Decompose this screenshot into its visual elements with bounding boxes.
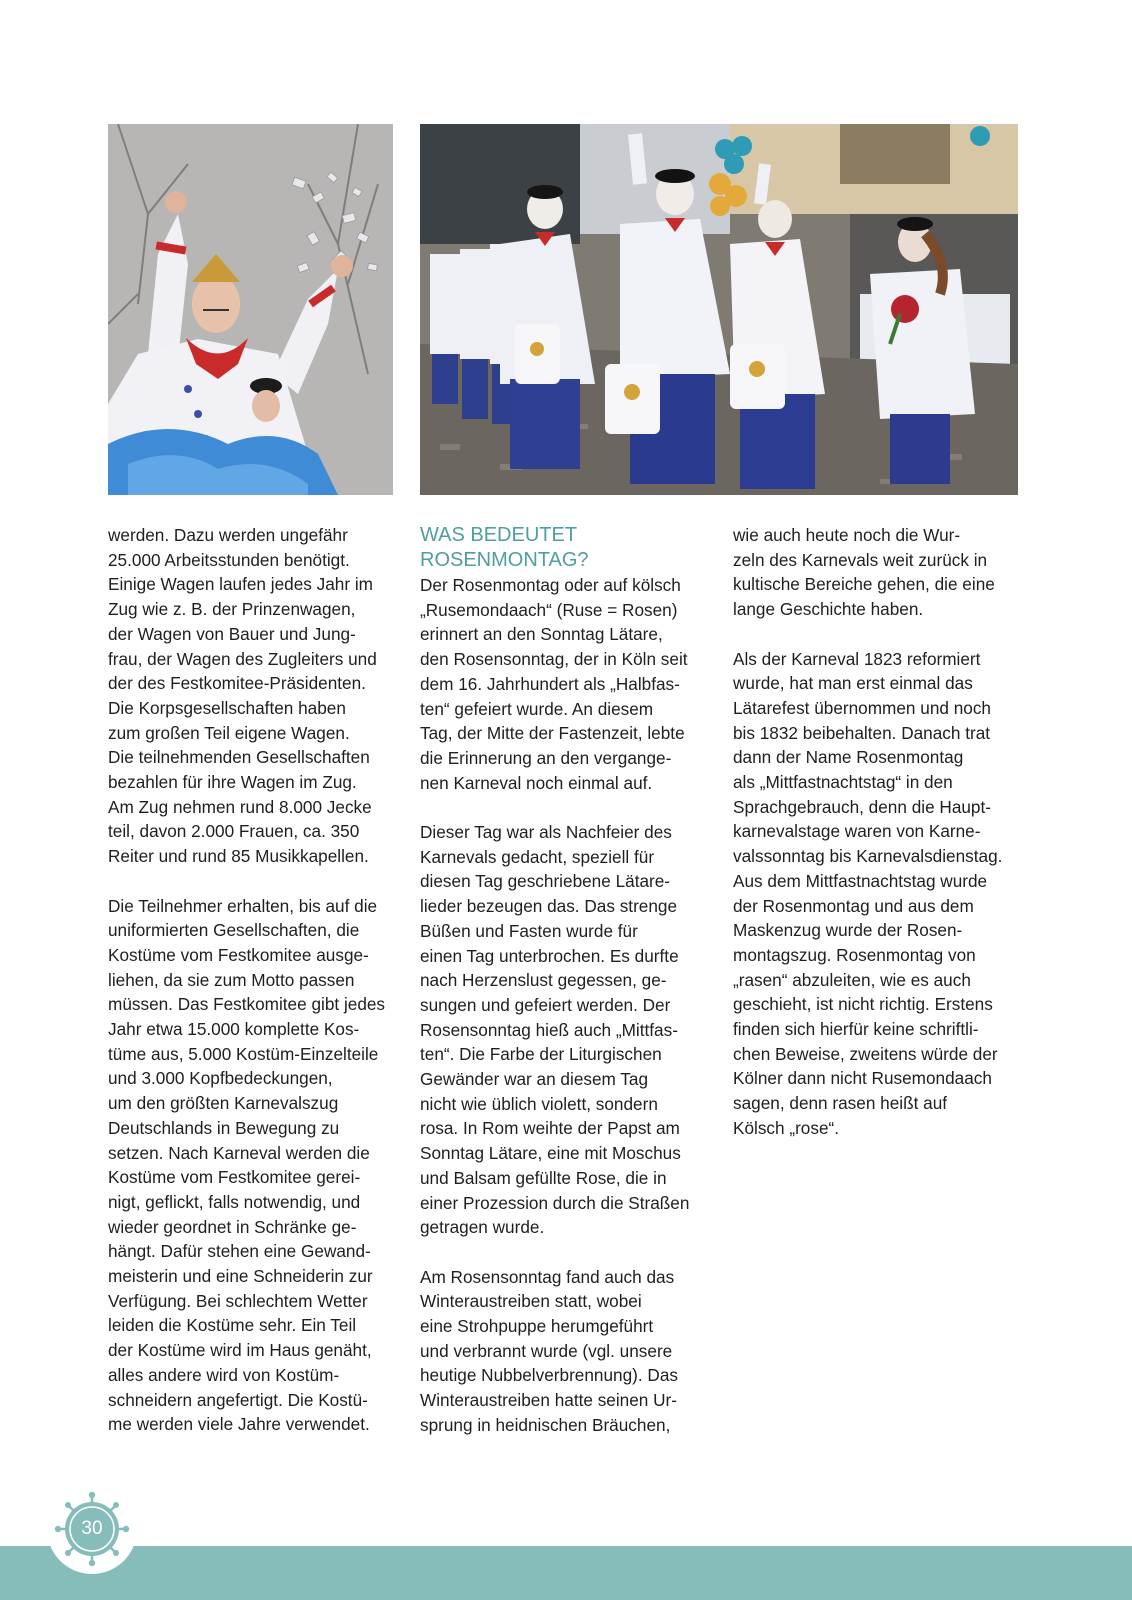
footer-band	[0, 1546, 1132, 1600]
text-column-2	[420, 523, 716, 1438]
paragraph: Als der Karneval 1823 reformiert wurde, hat man erst einmal das Lätarefest übernommen und noch bis 1832 beibehalten. Danach trat dann der Name Rosenmontag als „Mittfastnachtstag“ in den Sprachgebrauch, denn die Haupt- karnevalstage waren von Karne- valssonntag bis Karnevalsdienstag. Aus dem Mittfastnachtstag wurde der Rosenmontag und aus dem Maskenzug wurde der Rosen- montagszug. Rosenmontag von „rasen“ abzuleiten, wie es auch geschieht, ist nicht richtig. Erstens finden sich hierfür keine schriftli- chen Beweise, zweitens würde der Kölner dann nicht Rusemondaach sagen, denn rasen heißt auf Kölsch „rose“.	[733, 648, 1003, 1138]
paragraph: wie auch heute noch die Wur- zeln des Karnevals weit zurück in kultische Bereiche gehen, die eine lange Geschichte haben.	[733, 525, 995, 620]
section-heading: WAS BEDEUTET ROSENMONTAG?	[420, 524, 589, 571]
photo-carnival-man-throwing-confetti	[108, 124, 393, 495]
page-number-badge	[47, 1484, 137, 1574]
photo-carnival-clowns-parade	[420, 124, 1018, 495]
paragraph: Der Rosenmontag oder auf kölsch „Rusemondaach“ (Ruse = Rosen) erinnert an den Sonntag Lätare, den Rosensonntag, der in Köln seit dem 16. Jahrhundert als „Halbfas- ten“ gefeiert wurde. An diesem Tag, der Mitte der Fastenzeit, lebte die Erinnerung an den vergange- nen Karneval noch einmal auf.	[420, 575, 688, 793]
text-column-1	[108, 523, 398, 1437]
paragraph: werden. Dazu werden ungefähr 25.000 Arbeitsstunden benötigt. Einige Wagen laufen jedes Jahr im Zug wie z. B. der Prinzenwagen, der Wagen von Bauer und Jung- frau, der Wagen des Zugleiters und der des Festkomitee-Präsidenten. Die Korpsgesellschaften haben zum großen Teil eigene Wagen. Die teilnehmenden Gesellschaften bezahlen für ihre Wagen im Zug. Am Zug nehmen rund 8.000 Jecke teil, davon 2.000 Frauen, ca. 350 Reiter und rund 85 Musikkapellen.	[108, 525, 377, 867]
paragraph: Am Rosensonntag fand auch das Winteraustreiben statt, wobei eine Strohpuppe herumgeführt und verbrannt wurde (vgl. unsere heutige Nubbelverbrennung). Das Winteraustreiben hatte seinen Ur- sprung in heidnischen Bräuchen,	[420, 1266, 678, 1435]
paragraph: Die Teilnehmer erhalten, bis auf die uniformierten Gesellschaften, die Kostüme vom Festkomitee ausge- liehen, da sie zum Motto passen müssen. Das Festkomitee gibt jedes Jahr etwa 15.000 komplette Kos- tüme aus, 5.000 Kostüm-Einzelteile und 3.000 Kopfbedeckungen, um den größten Karnevalszug Deutschlands in Bewegung zu setzen. Nach Karneval werden die Kostüme vom Festkomitee gerei- nigt, geflickt, falls notwendig, und wieder geordnet in Schränke ge- hängt. Dafür stehen eine Gewand- meisterin und eine Schneiderin zur Verfügung. Bei schlechtem Wetter leiden die Kostüme sehr. Ein Teil der Kostüme wird im Haus genäht, alles andere wird von Kostüm- schneidern angefertigt. Die Kostü- me werden viele Jahre verwendet.	[108, 895, 386, 1435]
paragraph: Dieser Tag war als Nachfeier des Karnevals gedacht, speziell für diesen Tag geschriebene Lätare- lieder bezeugen das. Das strenge Büßen und Fasten wurde für einen Tag unterbrochen. Es durfte nach Herzenslust gegessen, ge- sungen und gefeiert werden. Der Rosensonntag hieß auch „Mittfas- ten“. Die Farbe der Liturgischen Gewänder war an diesem Tag nicht wie üblich violett, sondern rosa. In Rom weihte der Papst am Sonntag Lätare, eine mit Moschus und Balsam gefüllte Rose, die in einer Prozession durch die Straßen getragen wurde.	[420, 822, 690, 1238]
page-number: 30	[81, 1518, 103, 1539]
text-column-3	[733, 523, 1033, 1141]
